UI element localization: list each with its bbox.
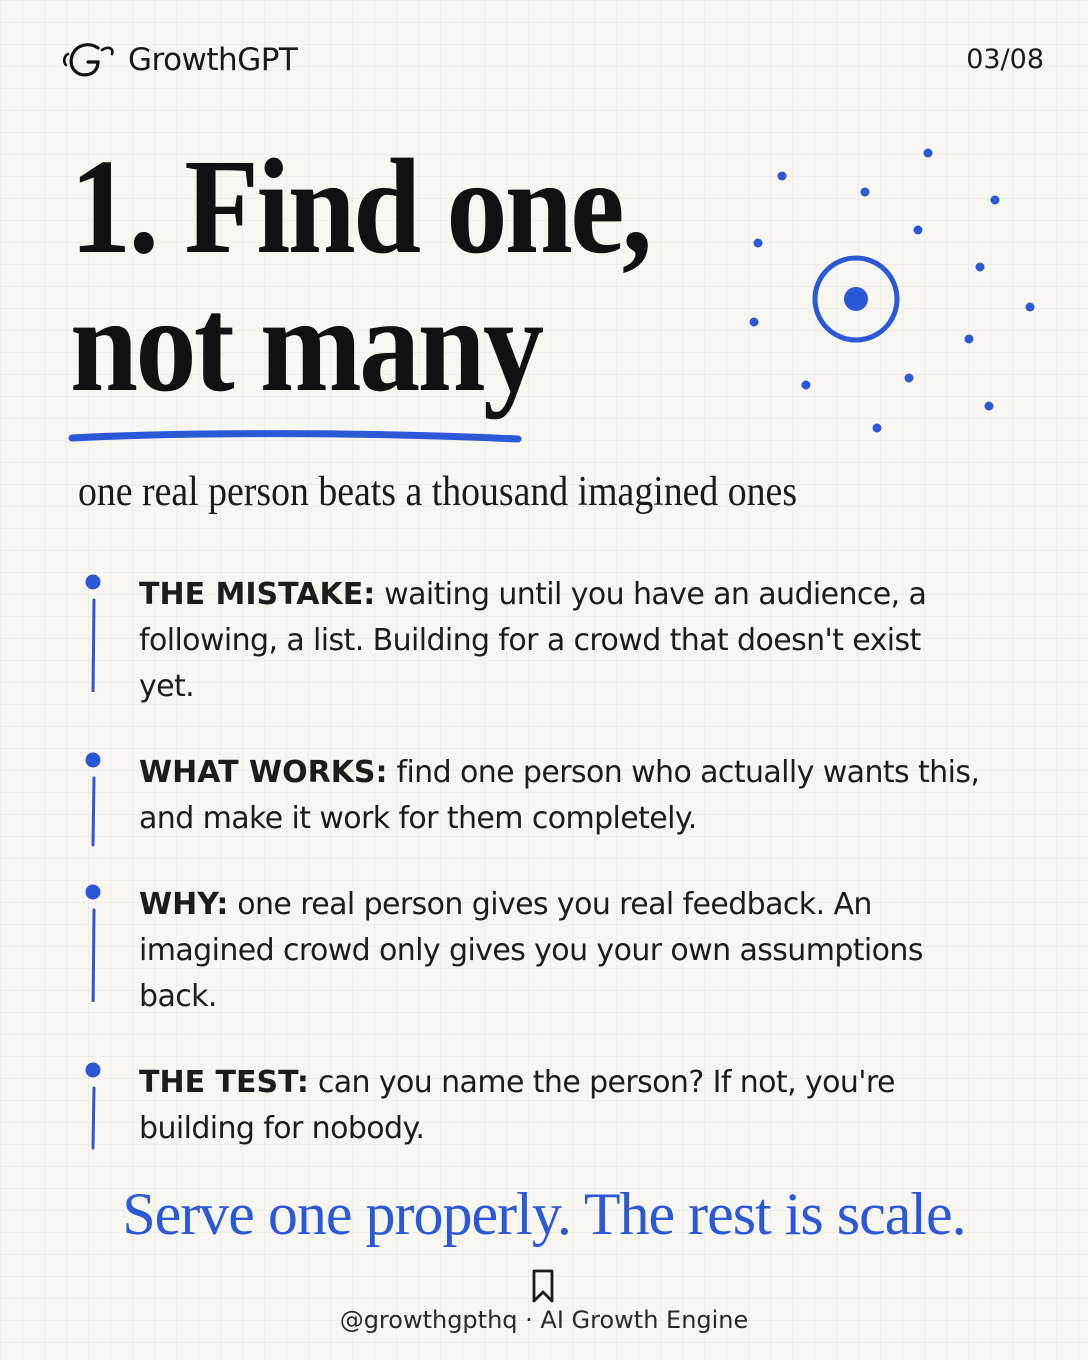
bullet-marker [84,882,102,1002]
bullet-marker [84,572,102,692]
bullet-marker [84,1060,102,1180]
point-label: WHY: [139,887,229,922]
footer-handle: @growthgpthq · AI Growth Engine [339,1306,749,1334]
point-test [84,1060,984,1152]
point-label: THE MISTAKE: [139,577,376,612]
bookmark-icon[interactable] [529,1268,557,1304]
point-text [139,882,984,1020]
brand-logo [58,38,297,82]
closing-statement: Serve one properly. The rest is scale. [122,1181,966,1247]
point-mistake [84,572,984,710]
point-body: can you name the person? If not, you're building for nobody. [139,1065,895,1146]
point-body: one real person gives you real feedback. An imagined crowd only gives you your own assumptions back. [139,887,923,1014]
subtitle: one real person beats a thousand imagined ones [78,469,798,515]
headline [70,132,718,420]
headline-line-1: 1. Find one, [70,132,650,282]
point-label: WHAT WORKS: [139,755,388,790]
growthgpt-logo-icon [58,38,122,82]
point-what-works [84,750,984,842]
page-indicator: 03/08 [966,44,1044,75]
target-dots-illustration [740,140,1050,440]
point-body: waiting until you have an audience, a following, a list. Building for a crowd that doesn't exist yet. [139,577,927,704]
point-body: find one person who actually wants this, and make it work for them completely. [139,755,980,836]
headline-line-2: not many [70,270,542,420]
point-why [84,882,984,1020]
point-text [139,1060,984,1152]
headline-underline [68,428,524,448]
point-label: THE TEST: [139,1065,309,1100]
bullet-marker [84,750,102,870]
brand-name: GrowthGPT [128,42,298,78]
point-text [139,750,984,842]
point-text [139,572,984,710]
